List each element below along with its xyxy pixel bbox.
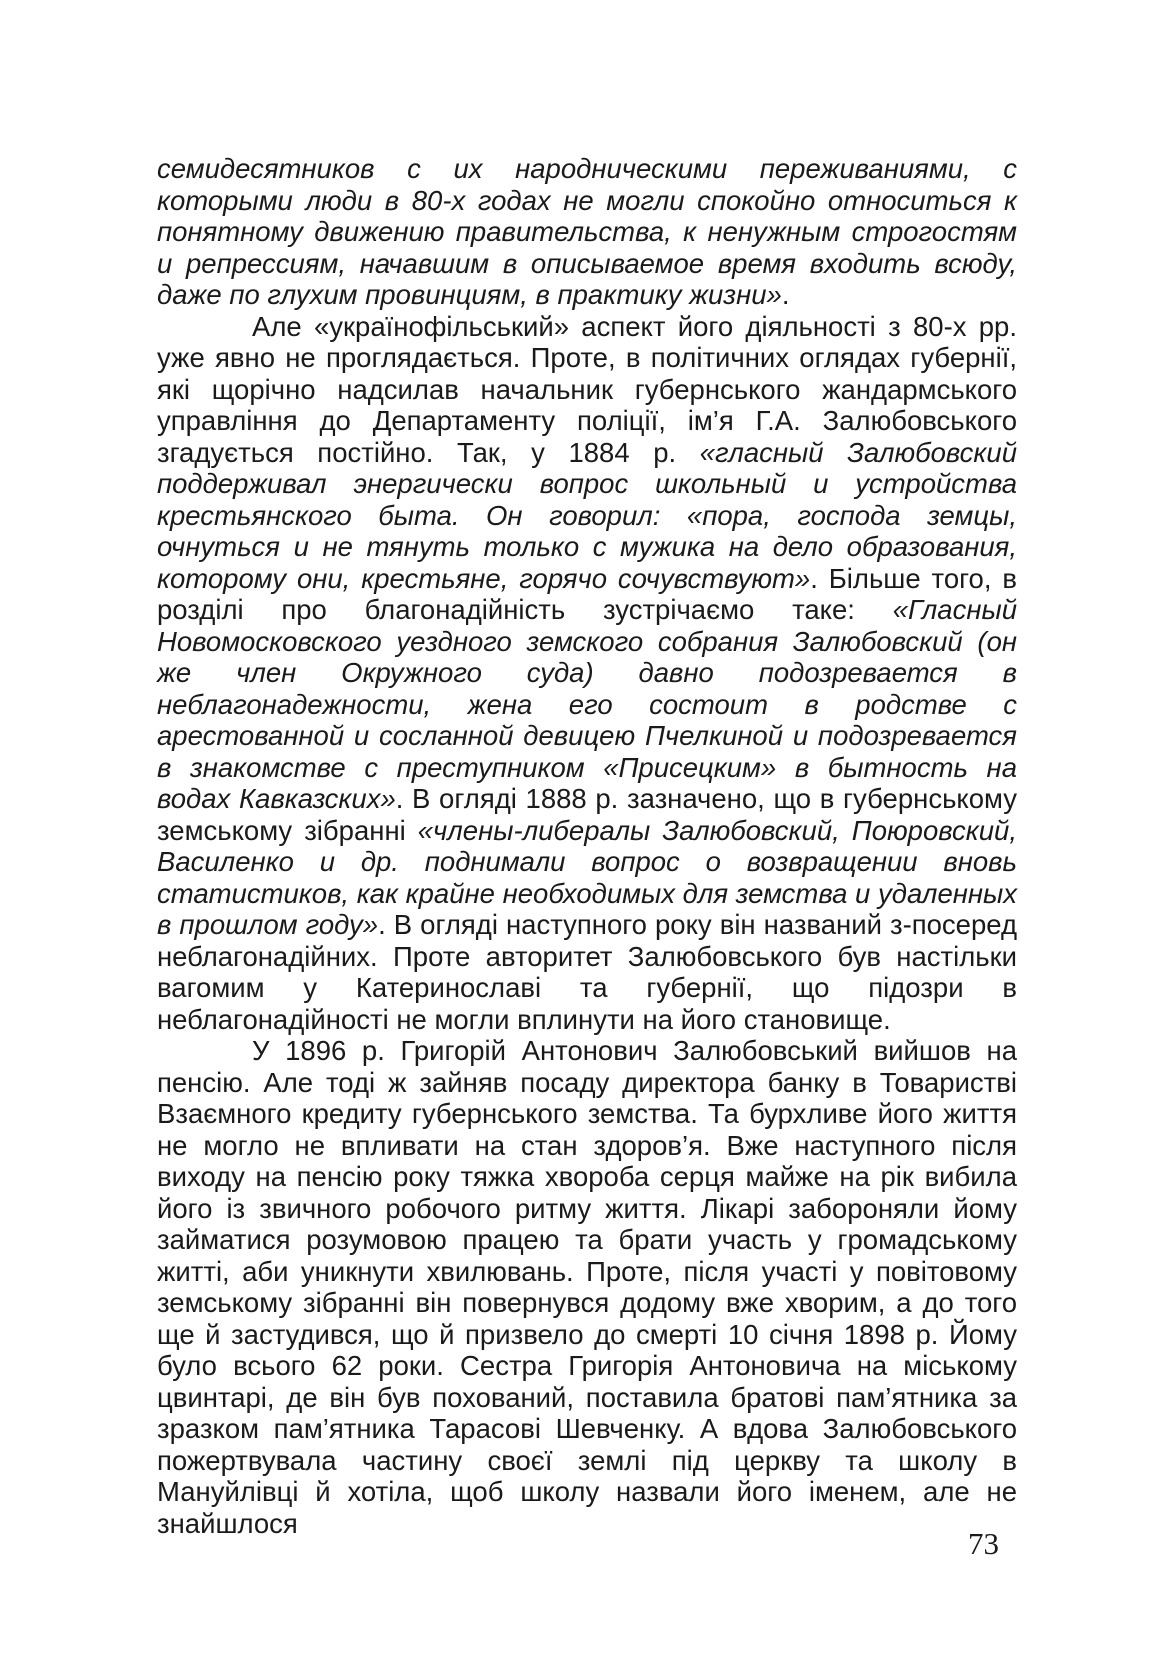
text-run: . Більше того, в розділі про благонадійність зустрічаємо таке:: [157, 562, 1017, 625]
italic-quote: семидесятников с их народническими переживаниями, с которыми люди в 80-х годах не могли спокойно относиться к понятному движению правительства, к ненужным строгостям и репрессиям, начавшим в описываемое время входить всюду, даже по глухим провинциям, в практику жизни»: [157, 153, 1017, 310]
text-run: У 1896 р. Григорій Антонович Залюбовський вийшов на пенсію. Але тоді ж зайняв посаду директора банку в Товаристві Взаємного кредиту губернського земства. Та бурхливе його життя не могло не впливати на стан здоров’я. Вже наступного після виходу на пенсію року тяжка хвороба серця майже на рік вибила його із звичного робочого ритму життя. Лікарі забороняли йому займатися розумовою працею та брати участь у громадському житті, аби уникнути хвилювань. Проте, після участі у повітовому земському зібранні він повернувся додому вже хворим, а до того ще й застудився, що й призвело до смерті 10 січня 1898 р. Йому було всього 62 роки. Сестра Григорія Антоновича на міському цвинтарі, де він був похований, поставила братові пам’ятника за зразком пам’ятника Тарасові Шевченку. А вдова Залюбовського пожертвувала частину своєї землі під церкву та школу в Мануйлівці й хотіла, щоб школу назвали його іменем, але не знайшлося: [157, 1035, 1017, 1539]
text-run: . В огляді наступного року він названий з-посеред неблагонадійних. Проте авторитет Залюбовського був настільки вагомим у Катеринославі та губернії, що підозри в неблагонадійності не могли вплинути на його становище.: [157, 909, 1017, 1035]
italic-quote: «члены-либералы Залюбовский, Поюровский, Василенко и др. поднимали вопрос о возвращении вновь статистиков, как крайне необходимых для земства и удаленных в прошлом году»: [157, 814, 1017, 940]
text-run: . В огляді 1888 р. зазначено, що в губернському земському зібранні: [157, 783, 1018, 846]
paragraph-quote-continuation: [157, 153, 1017, 311]
italic-quote: «Гласный Новомосковского уездного земского собрания Залюбовский (он же член Окружного суда) давно подозревается в неблагонадежности, жена его состоит в родстве с арестованной и сосланной девицею Пчелкиной и подозревается в знакомстве с преступником «Присецким» в бытность на водах Кавказских»: [157, 594, 1017, 814]
page-number: 73: [968, 1526, 999, 1561]
text-run: .: [781, 279, 790, 310]
paragraph-retirement: [157, 1035, 1017, 1539]
italic-quote: «гласный Залюбовский поддерживал энергически вопрос школьный и устройства крестьянского быта. Он говорил: «пора, господа земцы, очнуться и не тянуть только с мужика на дело образования, которому они, крестьяне, горячо сочувствуют»: [157, 436, 1018, 594]
paragraph-ukrainophile-aspect: [157, 311, 1017, 1036]
text-run: Але «українофільський» аспект його діяльності з 80-х рр. уже явно не проглядається. Проте, в політичних оглядах губернії, які щорічно надсилав начальник губернського жандармського управління до Департаменту поліції, ім’я Г.А. Залюбовського згадується постійно. Так, у 1884 р.: [157, 310, 1017, 468]
page-body: [157, 153, 1017, 1539]
